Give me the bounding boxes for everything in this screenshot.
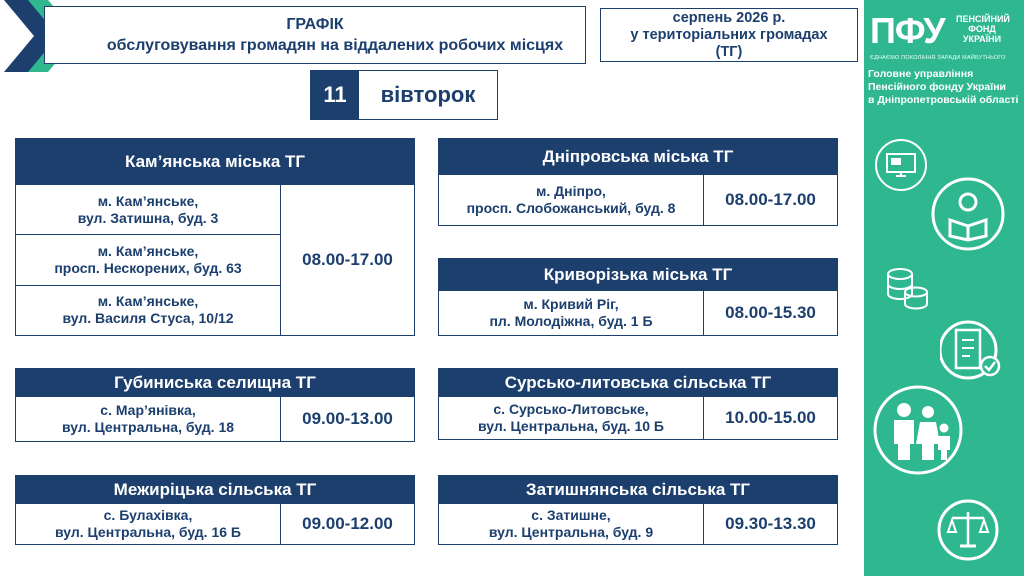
address-city: м. Кам’янське, <box>97 192 199 209</box>
card-title: Кам’янська міська ТГ <box>16 139 414 185</box>
address-city: с. Булахівка, <box>103 507 193 523</box>
scales-icon <box>936 498 1000 562</box>
reader-icon <box>930 176 1006 252</box>
card-zatyshnianska <box>438 475 838 545</box>
pfu-logo: ПФУ <box>870 10 945 51</box>
address-item <box>16 185 280 234</box>
pfu-slogan: ЄДНАЄМО ПОКОЛІННЯ ЗАРАДИ МАЙБУТНЬОГО <box>870 55 1006 61</box>
working-hours: 08.00-15.30 <box>725 303 816 322</box>
logo-caption-line: ПЕНСІЙНИЙ <box>956 14 1010 24</box>
address-item <box>16 504 280 544</box>
pfu-logo-caption <box>956 14 1008 44</box>
address-item <box>439 397 703 439</box>
address-city: м. Кривий Ріг, <box>523 296 619 312</box>
period-month: серпень 2026 р. <box>672 9 786 26</box>
address-street: просп. Нескорених, буд. 63 <box>54 259 242 276</box>
family-icon <box>872 384 964 476</box>
org-line: Пенсійного фонду України <box>868 81 1007 93</box>
address-street: вул. Василя Стуса, 10/12 <box>62 310 234 327</box>
card-dniprovska <box>438 138 838 226</box>
working-hours: 09.00-13.00 <box>302 409 393 428</box>
organization-name <box>868 68 1020 107</box>
address-city: м. Кам’янське, <box>97 293 199 310</box>
card-title: Криворізька міська ТГ <box>439 259 837 291</box>
address-item <box>16 397 280 441</box>
card-hubynyska <box>15 368 415 442</box>
address-city: с. Мар’янівка, <box>100 402 196 418</box>
card-mezhyritska <box>15 475 415 545</box>
working-hours: 09.30-13.30 <box>725 514 816 533</box>
address-city: м. Кам’янське, <box>97 242 199 259</box>
card-title: Межиріцька сільська ТГ <box>16 476 414 504</box>
card-title: Затишнянська сільська ТГ <box>439 476 837 504</box>
logo-caption-line: ФОНД <box>968 24 996 34</box>
logo-caption-line: УКРАЇНИ <box>962 34 1002 44</box>
address-street: просп. Слобожанський, буд. 8 <box>466 200 676 216</box>
card-title: Губиниська селищна ТГ <box>16 369 414 397</box>
working-hours: 08.00-17.00 <box>302 250 393 269</box>
working-hours: 09.00-12.00 <box>302 514 393 533</box>
period-scope: у територіальних громадах <box>630 26 828 43</box>
title-box <box>44 6 586 64</box>
org-line: в Дніпропетровській області <box>868 94 1019 106</box>
period-abbr: (ТГ) <box>715 43 743 60</box>
page-title: ГРАФІК <box>286 16 344 33</box>
address-street: вул. Центральна, буд. 18 <box>61 419 235 435</box>
address-street: пл. Молодіжна, буд. 1 Б <box>489 313 653 329</box>
day-number: 11 <box>310 70 360 120</box>
period-box <box>600 8 858 62</box>
computer-icon <box>874 138 928 192</box>
address-item <box>439 291 703 335</box>
coins-icon <box>880 262 934 312</box>
card-kamianska <box>15 138 415 336</box>
address-item <box>16 234 280 284</box>
day-name: вівторок <box>358 70 498 120</box>
working-hours: 08.00-17.00 <box>725 190 816 209</box>
org-line: Головне управління <box>868 68 974 80</box>
address-city: м. Дніпро, <box>536 183 606 199</box>
address-street: вул. Центральна, буд. 16 Б <box>55 524 241 540</box>
address-item <box>439 504 703 544</box>
address-item <box>439 175 703 225</box>
address-street: вул. Центральна, буд. 9 <box>488 524 654 540</box>
card-kryvorizka <box>438 258 838 336</box>
address-street: вул. Центральна, буд. 10 Б <box>478 418 664 434</box>
card-sursko-lytovska <box>438 368 838 440</box>
working-hours: 10.00-15.00 <box>725 408 816 427</box>
address-city: с. Сурсько-Литовське, <box>493 401 649 417</box>
checklist-icon <box>940 318 1020 382</box>
address-street: вул. Затишна, буд. 3 <box>77 209 219 226</box>
card-title: Дніпровська міська ТГ <box>439 139 837 175</box>
address-item <box>16 285 280 335</box>
address-city: с. Затишне, <box>531 507 611 523</box>
card-title: Сурсько-литовська сільська ТГ <box>439 369 837 397</box>
page-subtitle: обслуговування громадян на віддалених робочих місцях <box>106 37 564 54</box>
